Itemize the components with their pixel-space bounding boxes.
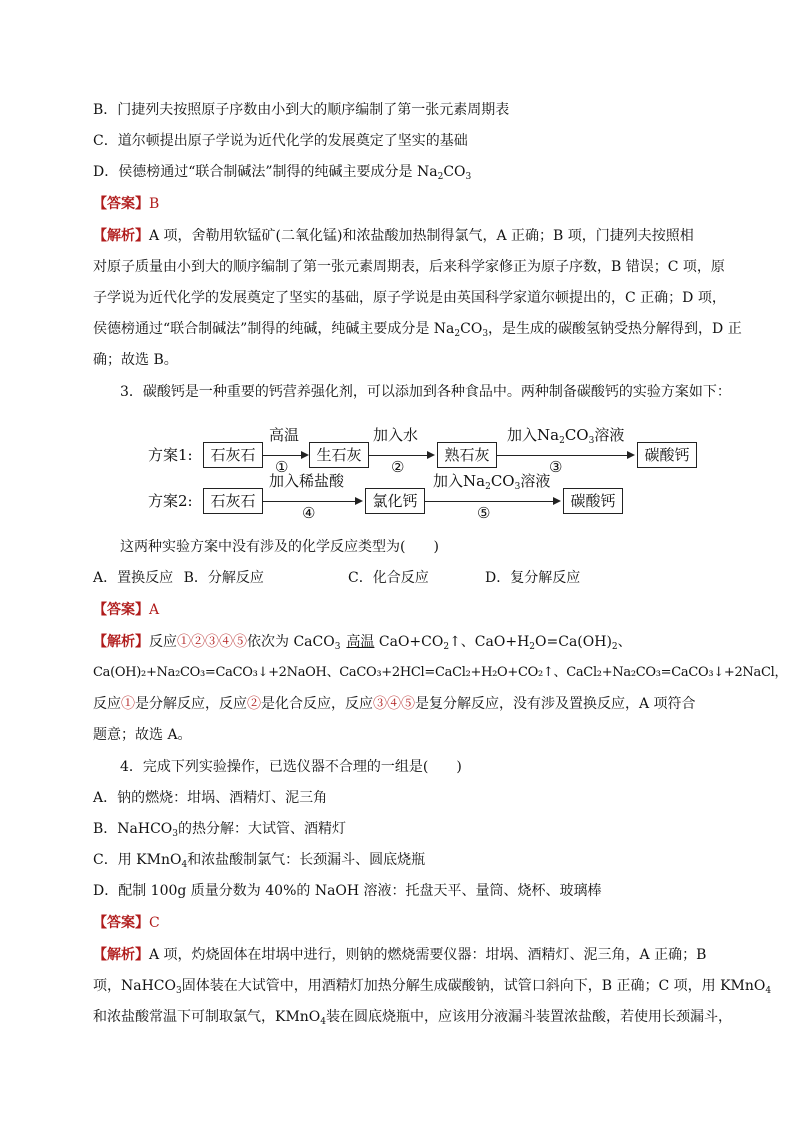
analysis-label: 【解析】 xyxy=(93,947,149,963)
step2-condition: 加入水 xyxy=(373,426,419,444)
process-diagram xyxy=(145,422,705,522)
q2-analysis-line-1: 【解析】A 项，舍勒用软锰矿(二氧化锰)和浓盐酸加热制得氯气，A 正确；B 项，门捷列夫按照相 xyxy=(93,228,694,244)
q3-analysis-line-4: 题意；故选 A。 xyxy=(93,727,192,743)
step2-number: ② xyxy=(391,458,405,476)
scheme1-box-limestone: 石灰石 xyxy=(203,442,263,468)
step4-condition: 加入稀盐酸 xyxy=(269,472,345,490)
step4-number: ④ xyxy=(302,504,316,522)
q4-option-a: A．钠的燃烧：坩埚、酒精灯、泥三角 xyxy=(93,790,328,806)
answer-label: 【答案】 xyxy=(93,915,149,931)
scheme2-box-limestone: 石灰石 xyxy=(203,488,263,514)
answer-value: B xyxy=(149,196,160,212)
q3-analysis-line-2: Ca(OH)₂+Na₂CO₃=CaCO₃↓+2NaOH、CaCO₃+2HCl=CaCl₂+H₂O+CO₂↑、CaCl₂+Na₂CO₃=CaCO₃↓+2NaCl， xyxy=(93,665,788,680)
step1-arrow xyxy=(263,455,307,456)
step3-condition: 加入$Na_2CO_3$溶液 xyxy=(507,426,625,446)
step5-number: ⑤ xyxy=(477,504,491,522)
step5-condition: 加入$Na_2CO_3$溶液 xyxy=(433,472,551,492)
q3-option-a: A．置换反应 xyxy=(93,570,174,586)
q2-answer xyxy=(93,194,159,214)
q2-analysis-line-3: 子学说为近代化学的发展奠定了坚实的基础，原子学说是由英国科学家道尔顿提出的，C 正确；D 项， xyxy=(93,290,726,306)
q3-stem: 3．碳酸钙是一种重要的钙营养强化剂，可以添加到各种食品中。两种制备碳酸钙的实验方案如下： xyxy=(120,384,731,400)
q2-analysis-line-5: 确；故选 B。 xyxy=(93,352,178,368)
step5-arrow xyxy=(425,501,559,502)
q3-answer xyxy=(93,600,159,620)
step3-number: ③ xyxy=(549,458,563,476)
q3-option-d: D．复分解反应 xyxy=(485,570,581,586)
q4-option-b: B．NaHCO$_3$的热分解：大试管、酒精灯 xyxy=(93,821,347,839)
scheme2-label: 方案2: xyxy=(148,492,193,510)
q3-analysis-line-3: 反应①是分解反应，反应②是化合反应，反应③④⑤是复分解反应，没有涉及置换反应，A 项符合 xyxy=(93,696,696,712)
scheme2-box-calcium-carbonate: 碳酸钙 xyxy=(563,488,623,514)
answer-value: C xyxy=(149,915,160,931)
step1-condition: 高温 xyxy=(269,426,300,444)
q4-option-c: C．用 KMnO$_4$和浓盐酸制氯气：长颈漏斗、圆底烧瓶 xyxy=(93,852,426,870)
answer-label: 【答案】 xyxy=(93,602,149,618)
q2-analysis-line-4: 侯德榜通过“联合制碱法”制得的纯碱，纯碱主要成分是 $Na_2CO_3$，是生成的碳酸氢钠受热分解得到，D 正 xyxy=(93,321,742,339)
step4-arrow xyxy=(263,501,361,502)
scheme1-box-quicklime: 生石灰 xyxy=(309,442,369,468)
answer-value: A xyxy=(149,602,160,618)
step2-arrow xyxy=(369,455,433,456)
scheme1-box-calcium-carbonate: 碳酸钙 xyxy=(637,442,697,468)
step3-arrow xyxy=(497,455,633,456)
scheme2-box-calcium-chloride: 氯化钙 xyxy=(365,488,425,514)
q4-analysis-line-1: 【解析】A 项，灼烧固体在坩埚中进行，则钠的燃烧需要仪器：坩埚、酒精灯、泥三角，A 正确；B xyxy=(93,947,707,963)
q4-answer xyxy=(93,913,160,933)
q3-option-b: B．分解反应 xyxy=(183,570,264,586)
q4-option-d: D．配制 100g 质量分数为 40%的 NaOH 溶液：托盘天平、量筒、烧杯、玻璃棒 xyxy=(93,883,602,899)
scheme1-box-slaked-lime: 熟石灰 xyxy=(437,442,497,468)
scheme1-label: 方案1: xyxy=(148,446,193,464)
q4-analysis-line-2: 项，NaHCO$_3$固体装在大试管中，用酒精灯加热分解生成碳酸钠，试管口斜向下，B 正确；C 项，用 KMnO$_4$ xyxy=(93,978,772,996)
step1-number: ① xyxy=(275,458,289,476)
q2-analysis-line-2: 对原子质量由小到大的顺序编制了第一张元素周期表，后来科学家修正为原子序数，B 错误；C 项，原 xyxy=(93,259,725,275)
q3-analysis-line-1: 【解析】反应①②③④⑤依次为 CaCO$_3$ 高温 $CaO+CO_2↑$、$CaO+H_2O=Ca(OH)_2$、 xyxy=(93,634,632,652)
q3-option-c: C．化合反应 xyxy=(348,570,429,586)
q3-question: 这两种实验方案中没有涉及的化学反应类型为( ) xyxy=(120,539,439,555)
q2-option-b: B．门捷列夫按照原子序数由小到大的顺序编制了第一张元素周期表 xyxy=(93,102,510,118)
analysis-label: 【解析】 xyxy=(93,634,149,650)
q4-analysis-line-3: 和浓盐酸常温下可制取氯气，KMnO$_4$装在圆底烧瓶中，应该用分液漏斗装置浓盐酸，若使用长颈漏斗， xyxy=(93,1009,733,1027)
q2-option-d: D．侯德榜通过“联合制碱法”制得的纯碱主要成分是 $Na_2CO_3$ xyxy=(93,164,472,182)
answer-label: 【答案】 xyxy=(93,196,149,212)
analysis-label: 【解析】 xyxy=(93,228,149,244)
q2-option-c: C．道尔顿提出原子学说为近代化学的发展奠定了坚实的基础 xyxy=(93,133,468,149)
q3-options xyxy=(93,568,581,588)
q4-stem: 4．完成下列实验操作，已选仪器不合理的一组是( ) xyxy=(120,759,462,775)
